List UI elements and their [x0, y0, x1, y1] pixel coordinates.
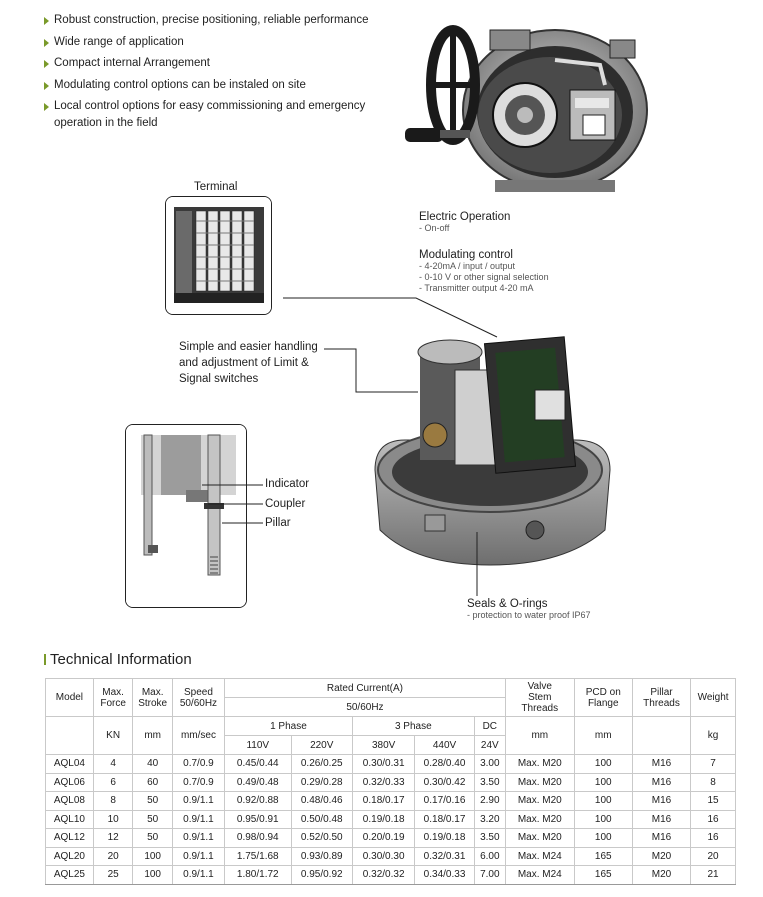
table-cell: 0.34/0.33: [415, 866, 474, 885]
header-max-force: Max. Force: [93, 679, 133, 717]
table-cell: 50: [133, 829, 173, 848]
header-one-phase: 1 Phase: [224, 717, 352, 736]
header-hz: 50/60Hz: [224, 698, 505, 717]
seals-title: Seals & O-rings: [467, 598, 548, 610]
table-cell: 0.95/0.91: [224, 810, 291, 829]
table-cell: 0.20/0.19: [352, 829, 414, 848]
table-cell: AQL25: [46, 866, 94, 885]
table-row: [46, 810, 736, 829]
unit-force: KN: [93, 717, 133, 755]
table-cell: 0.50/0.48: [291, 810, 352, 829]
unit-380v: 380V: [352, 736, 414, 755]
feature-item: Compact internal Arrangement: [44, 53, 404, 75]
unit-110v: 110V: [224, 736, 291, 755]
table-cell: Max. M20: [505, 792, 574, 811]
table-row: [46, 829, 736, 848]
unit-220v: 220V: [291, 736, 352, 755]
table-cell: 0.9/1.1: [172, 810, 224, 829]
table-cell: 16: [691, 810, 736, 829]
table-cell: 60: [133, 773, 173, 792]
section-bar-icon: [44, 654, 46, 665]
technical-spec-table: [45, 678, 736, 885]
terminal-label: Terminal: [194, 181, 238, 193]
electric-operation-line: - On-off: [419, 223, 450, 233]
feature-item: Modulating control options can be instaled on site: [44, 75, 404, 97]
table-cell: M16: [632, 792, 690, 811]
table-cell: 3.20: [474, 810, 505, 829]
table-cell: 100: [574, 773, 632, 792]
modulating-control-line: - 0-10 V or other signal selection: [419, 272, 549, 282]
feature-item: Robust construction, precise positioning, reliable performance: [44, 10, 404, 32]
table-cell: M20: [632, 847, 690, 866]
table-cell: 50: [133, 810, 173, 829]
table-cell: M20: [632, 866, 690, 885]
modulating-control-line: - 4-20mA / input / output: [419, 261, 516, 271]
table-cell: 0.32/0.33: [352, 773, 414, 792]
table-cell: 165: [574, 866, 632, 885]
table-cell: 0.18/0.17: [352, 792, 414, 811]
table-cell: 0.92/0.88: [224, 792, 291, 811]
unit-stroke: mm: [133, 717, 173, 755]
table-cell: 4: [93, 755, 133, 774]
header-weight: Weight: [691, 679, 736, 717]
table-cell: 3.50: [474, 773, 505, 792]
table-cell: 0.19/0.18: [352, 810, 414, 829]
unit-24v: 24V: [474, 736, 505, 755]
table-cell: 0.49/0.48: [224, 773, 291, 792]
table-cell: 50: [133, 792, 173, 811]
table-cell: 16: [691, 829, 736, 848]
handling-callout: Simple and easier handling and adjustment of Limit & Signal switches: [179, 341, 318, 385]
seals-line: - protection to water proof IP67: [467, 610, 591, 620]
table-cell: 25: [93, 866, 133, 885]
table-cell: AQL08: [46, 792, 94, 811]
header-valve-stem: Valve Stem Threads: [505, 679, 574, 717]
header-pillar-threads: Pillar Threads: [632, 679, 690, 717]
table-cell: 0.18/0.17: [415, 810, 474, 829]
table-cell: 0.32/0.32: [352, 866, 414, 885]
table-cell: 0.9/1.1: [172, 847, 224, 866]
table-cell: 12: [93, 829, 133, 848]
indicator-label: Indicator: [265, 478, 310, 490]
table-cell: Max. M24: [505, 866, 574, 885]
table-cell: 6: [93, 773, 133, 792]
table-cell: 1.75/1.68: [224, 847, 291, 866]
header-speed: Speed 50/60Hz: [172, 679, 224, 717]
table-cell: 100: [574, 829, 632, 848]
modulating-control-line: - Transmitter output 4-20 mA: [419, 283, 534, 293]
electric-operation-title: Electric Operation: [419, 211, 511, 223]
table-cell: 10: [93, 810, 133, 829]
table-cell: 0.52/0.50: [291, 829, 352, 848]
table-row: [46, 755, 736, 774]
unit-440v: 440V: [415, 736, 474, 755]
unit-weight: kg: [691, 717, 736, 755]
header-dc: DC: [474, 717, 505, 736]
section-title: Technical Information: [44, 651, 192, 668]
table-cell: 0.19/0.18: [415, 829, 474, 848]
unit-pillar: [632, 717, 690, 755]
table-cell: AQL10: [46, 810, 94, 829]
table-cell: 3.50: [474, 829, 505, 848]
table-row: [46, 773, 736, 792]
table-cell: 1.80/1.72: [224, 866, 291, 885]
modulating-control-title: Modulating control: [419, 249, 513, 261]
table-cell: AQL20: [46, 847, 94, 866]
table-cell: 0.48/0.46: [291, 792, 352, 811]
table-cell: 0.32/0.31: [415, 847, 474, 866]
table-cell: 2.90: [474, 792, 505, 811]
table-cell: 100: [574, 792, 632, 811]
header-rated-current: Rated Current(A): [224, 679, 505, 698]
table-cell: 100: [574, 755, 632, 774]
table-row: [46, 847, 736, 866]
table-cell: Max. M20: [505, 773, 574, 792]
table-cell: 0.28/0.40: [415, 755, 474, 774]
table-cell: 8: [93, 792, 133, 811]
table-cell: 0.30/0.31: [352, 755, 414, 774]
table-cell: 100: [133, 866, 173, 885]
unit-pcd: mm: [574, 717, 632, 755]
unit-stem: mm: [505, 717, 574, 755]
table-cell: 0.26/0.25: [291, 755, 352, 774]
table-cell: 0.98/0.94: [224, 829, 291, 848]
table-cell: Max. M20: [505, 810, 574, 829]
table-cell: 20: [691, 847, 736, 866]
coupler-label: Coupler: [265, 498, 306, 510]
feature-item: Wide range of application: [44, 32, 404, 54]
table-cell: Max. M20: [505, 755, 574, 774]
table-cell: 7.00: [474, 866, 505, 885]
table-cell: 0.9/1.1: [172, 829, 224, 848]
table-cell: 100: [133, 847, 173, 866]
table-cell: 6.00: [474, 847, 505, 866]
table-row: [46, 792, 736, 811]
table-cell: 100: [574, 810, 632, 829]
table-cell: 0.9/1.1: [172, 866, 224, 885]
header-three-phase: 3 Phase: [352, 717, 474, 736]
table-cell: M16: [632, 755, 690, 774]
table-cell: 0.7/0.9: [172, 773, 224, 792]
table-cell: Max. M20: [505, 829, 574, 848]
table-cell: M16: [632, 810, 690, 829]
header-model: Model: [46, 679, 94, 717]
table-cell: 20: [93, 847, 133, 866]
table-cell: 0.95/0.92: [291, 866, 352, 885]
table-cell: 40: [133, 755, 173, 774]
header-model-sub: [46, 717, 94, 755]
table-cell: M16: [632, 773, 690, 792]
table-row: [46, 866, 736, 885]
unit-speed: mm/sec: [172, 717, 224, 755]
header-max-stroke: Max. Stroke: [133, 679, 173, 717]
table-cell: AQL04: [46, 755, 94, 774]
feature-item: Local control options for easy commissioning and emergency operation in the field: [44, 96, 404, 131]
table-cell: 7: [691, 755, 736, 774]
table-cell: Max. M24: [505, 847, 574, 866]
table-cell: 3.00: [474, 755, 505, 774]
table-cell: 15: [691, 792, 736, 811]
header-pcd: PCD on Flange: [574, 679, 632, 717]
table-cell: 165: [574, 847, 632, 866]
table-cell: 0.29/0.28: [291, 773, 352, 792]
table-cell: 0.17/0.16: [415, 792, 474, 811]
table-cell: 0.7/0.9: [172, 755, 224, 774]
table-cell: 0.30/0.42: [415, 773, 474, 792]
table-cell: AQL12: [46, 829, 94, 848]
table-cell: 21: [691, 866, 736, 885]
table-cell: 0.30/0.30: [352, 847, 414, 866]
table-cell: AQL06: [46, 773, 94, 792]
table-cell: 0.9/1.1: [172, 792, 224, 811]
table-cell: 0.45/0.44: [224, 755, 291, 774]
pillar-label: Pillar: [265, 517, 291, 529]
table-cell: 0.93/0.89: [291, 847, 352, 866]
table-cell: 8: [691, 773, 736, 792]
table-cell: M16: [632, 829, 690, 848]
